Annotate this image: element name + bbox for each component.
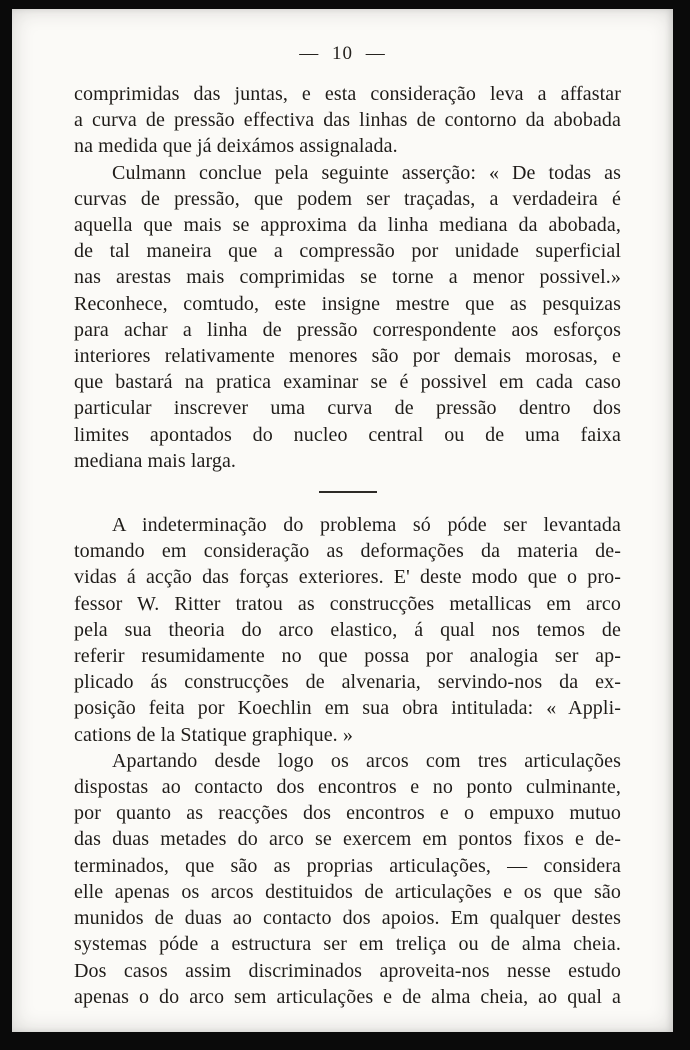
text-line: de tal maneira que a compressão por unidade superficial	[74, 240, 621, 263]
paragraph	[74, 512, 621, 748]
text-line: que bastará na pratica examinar se é possivel em cada caso	[74, 371, 621, 394]
text-line: por quanto as reacções dos encontros e o empuxo mutuo	[74, 802, 621, 825]
text-line: particular inscrever uma curva de pressão dentro dos	[74, 397, 621, 420]
text-line: elle apenas os arcos destituidos de articulações e os que são	[74, 880, 621, 903]
text-line: aquella que mais se approxima da linha mediana da abobada,	[74, 214, 621, 237]
text-line: Apartando desde logo os arcos com tres articulações	[112, 749, 621, 772]
text-line: das duas metades do arco se exercem em pontos fixos e de-	[74, 828, 621, 851]
page-number: — 10 —	[299, 43, 386, 64]
text-line: terminados, que são as proprias articulações, — considera	[74, 854, 621, 877]
text-line: vidas á acção das forças exteriores. E' deste modo que o pro-	[74, 566, 621, 589]
book-page	[12, 9, 673, 1032]
text-line: fessor W. Ritter tratou as construcções metallicas em arco	[74, 592, 621, 615]
text-line: tomando em consideração as deformações da materia de-	[74, 540, 621, 563]
text-line: referir resumidamente no que possa por analogia ser ap-	[74, 645, 621, 668]
text-column	[74, 81, 621, 1010]
text-line: plicado ás construcções de alvenaria, servindo-nos da ex-	[74, 671, 621, 694]
text-line: posição feita por Koechlin em sua obra intitulada: « Appli-	[74, 697, 621, 720]
text-line: interiores relativamente menores são por demais morosas, e	[74, 345, 621, 368]
text-line: munidos de duas ao contacto dos apoios. Em qualquer destes	[74, 907, 621, 930]
text-line: a curva de pressão effectiva das linhas de contorno da abobada	[74, 109, 621, 132]
text-line: comprimidas das juntas, e esta consideração leva a affastar	[74, 83, 621, 105]
text-line: pela sua theoria do arco elastico, á qual nos temos de	[74, 618, 621, 641]
text-line: Reconhece, comtudo, este insigne mestre que as pesquizas	[74, 292, 621, 315]
text-line: mediana mais larga.	[74, 449, 237, 472]
text-line: dispostas ao contacto dos encontros e no ponto culminante,	[74, 776, 621, 799]
text-line: apenas o do arco sem articulações e de alma cheia, ao qual a	[74, 985, 621, 1008]
text-line: nas arestas mais comprimidas se torne a menor possivel.»	[74, 266, 621, 289]
paragraph	[74, 81, 621, 160]
text-line: na medida que já deixámos assignalada.	[74, 135, 398, 158]
text-line: systemas póde a estructura ser em treliça ou de alma cheia.	[74, 933, 621, 956]
section-divider	[319, 491, 377, 493]
text-line: Culmann conclue pela seguinte asserção: « De todas as	[112, 161, 621, 184]
text-line: A indeterminação do problema só póde ser levantada	[112, 514, 621, 537]
text-line: curvas de pressão, que podem ser traçadas, a verdadeira é	[74, 187, 621, 210]
text-line: limites apontados do nucleo central ou de uma faixa	[74, 423, 621, 446]
paragraph	[74, 748, 621, 1010]
paragraph	[74, 160, 621, 474]
text-line: Dos casos assim discriminados aproveita-nos nesse estudo	[74, 959, 621, 982]
text-line: para achar a linha de pressão correspondente aos esforços	[74, 318, 621, 341]
text-line: cations de la Statique graphique. »	[74, 723, 353, 746]
